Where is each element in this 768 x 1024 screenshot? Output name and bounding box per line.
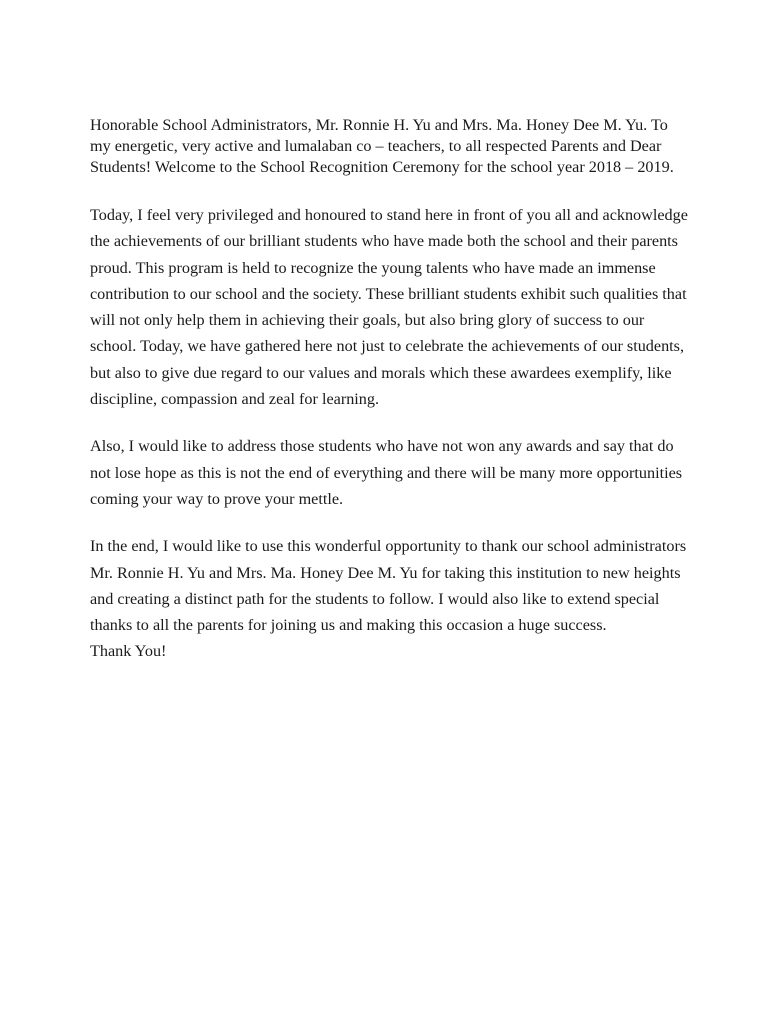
paragraph-thanks: In the end, I would like to use this wonderful opportunity to thank our school administrators Mr. Ronnie H. Yu and Mrs. Ma. Honey Dee M. Yu for taking this institution to new heights and creating a distinct path for the students to follow. I would also like to extend special thanks to all the parents for joining us and making this occasion a huge success. — [90, 537, 687, 635]
paragraph-encouragement: Also, I would like to address those students who have not won any awards and say that do not lose hope as this is not the end of everything and there will be many more opportunities coming your way to prove your mettle. — [90, 437, 683, 508]
closing-line: Thank You! — [90, 642, 167, 661]
paragraph-greeting: Honorable School Administrators, Mr. Ronnie H. Yu and Mrs. Ma. Honey Dee M. Yu. To my energetic, very active and lumalaban co – teachers, to all respected Parents and Dear Students! Welcome to the School Recognition Ceremony for the school year 2018 – 2019. — [90, 116, 674, 176]
speech-document — [90, 115, 690, 665]
paragraph-achievements: Today, I feel very privileged and honoured to stand here in front of you all and acknowledge the achievements of our brilliant students who have made both the school and their parents proud. This program is held to recognize the young talents who have made an immense contribution to our school and the society. These brilliant students exhibit such qualities that will not only help them in achieving their goals, but also bring glory of success to our school. Today, we have gathered here not just to celebrate the achievements of our students, but also to give due regard to our values and morals which these awardees exemplify, like discipline, compassion and zeal for learning. — [90, 206, 688, 409]
